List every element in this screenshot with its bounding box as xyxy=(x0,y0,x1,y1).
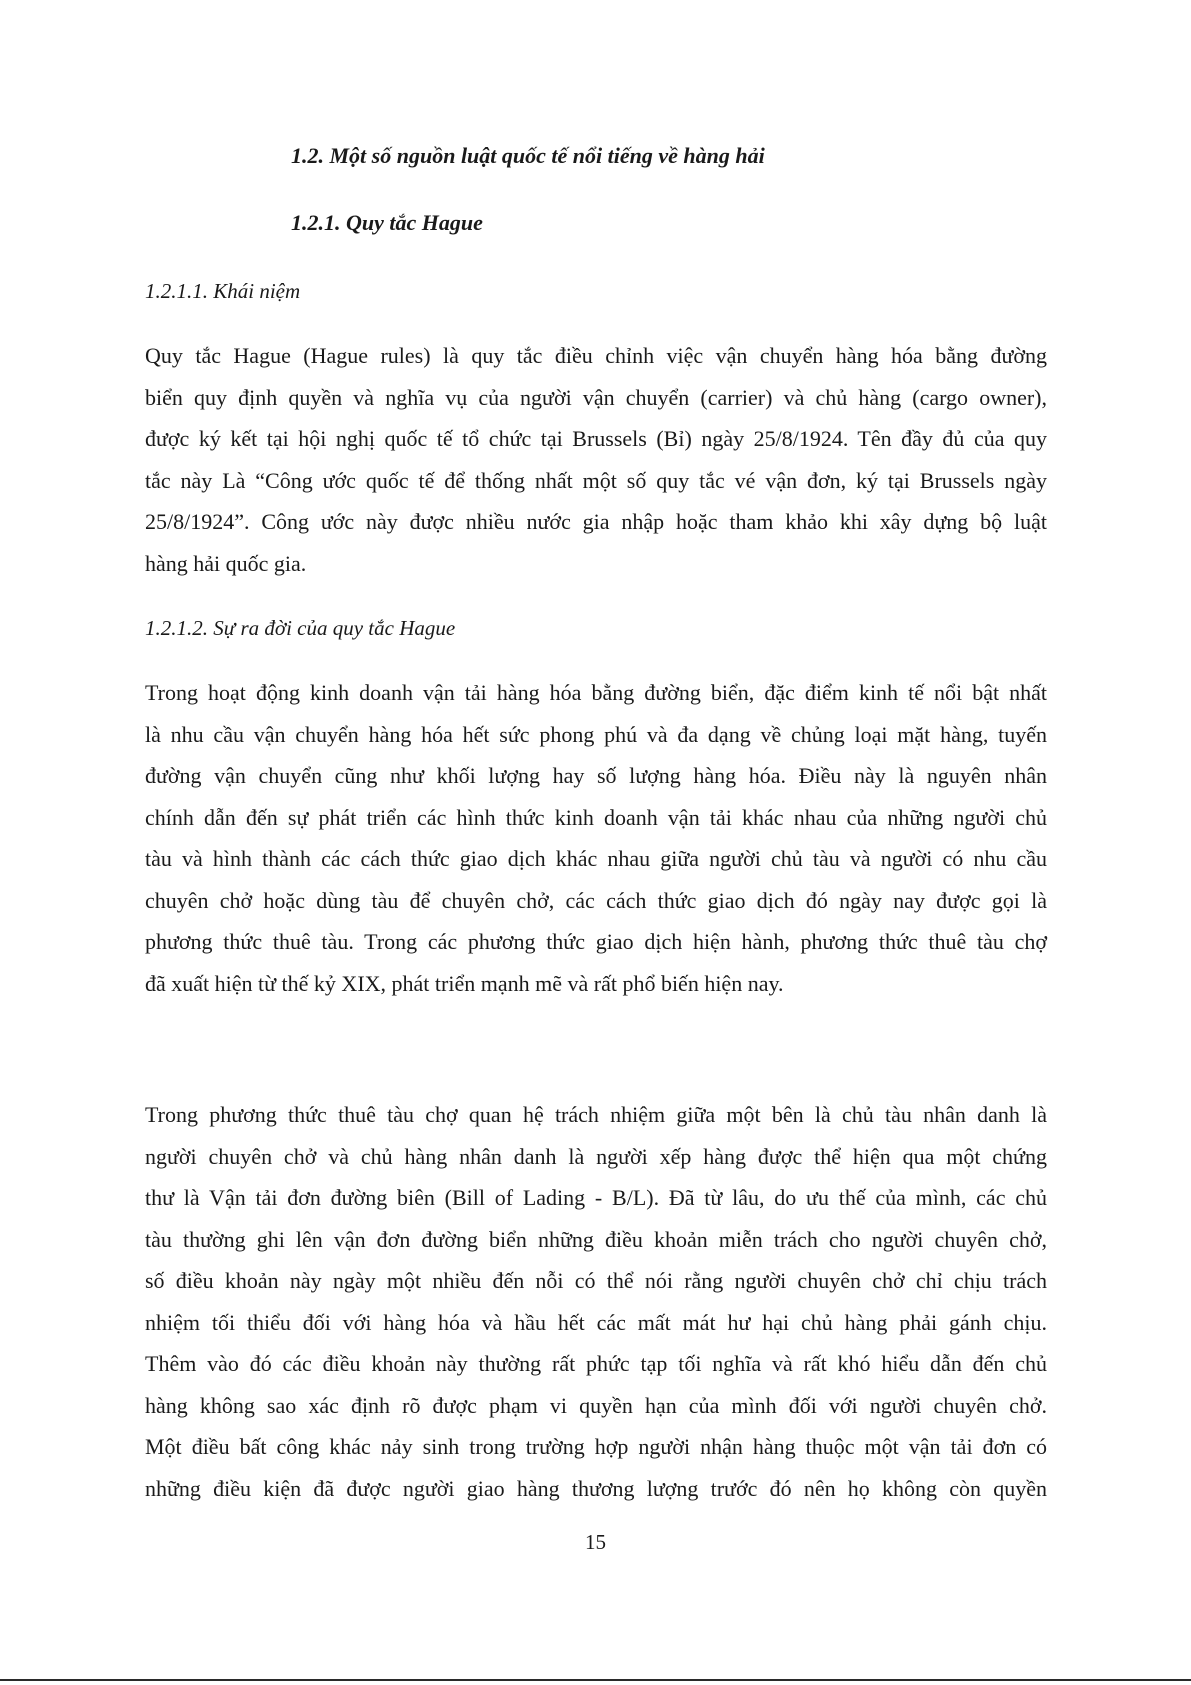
paragraph-liner-shipping xyxy=(145,1094,1047,1509)
text-line: chuyên chở hoặc dùng tàu để chuyên chở, các cách thức giao dịch đó ngày nay được gọi là xyxy=(145,887,1047,913)
concept-heading: 1.2.1.1. Khái niệm xyxy=(145,279,301,303)
text-line: đã xuất hiện từ thế kỷ XIX, phát triển mạnh mẽ và rất phổ biến hiện nay. xyxy=(145,970,784,996)
subsection-heading: 1.2.1. Quy tắc Hague xyxy=(291,210,483,235)
text-line: Trong hoạt động kinh doanh vận tải hàng hóa bằng đường biển, đặc điểm kinh tế nổi bật nhất xyxy=(145,680,1047,705)
text-line: tàu thường ghi lên vận đơn đường biển những điều khoản miễn trách cho người chuyên chở, xyxy=(145,1226,1047,1252)
text-line: chính dẫn đến sự phát triển các hình thức kinh doanh vận tải khác nhau của những người chủ xyxy=(145,804,1047,830)
text-line: 25/8/1924”. Công ước này được nhiều nước gia nhập hoặc tham khảo khi xây dựng bộ luật xyxy=(145,509,1047,534)
text-line: thư là Vận tải đơn đường biên (Bill of Lading - B/L). Đã từ lâu, do ưu thế của mình, các chủ xyxy=(145,1185,1047,1210)
origin-heading: 1.2.1.2. Sự ra đời của quy tắc Hague xyxy=(145,616,456,640)
text-line: là nhu cầu vận chuyển hàng hóa hết sức phong phú và đa dạng về chủng loại mặt hàng, tuyến xyxy=(145,721,1047,747)
text-line: số điều khoản này ngày một nhiều đến nỗi có thể nói rằng người chuyên chở chỉ chịu trách xyxy=(145,1268,1047,1293)
paragraph-origin xyxy=(145,672,1047,1004)
page-number: 15 xyxy=(585,1530,606,1554)
text-line: biển quy định quyền và nghĩa vụ của người vận chuyển (carrier) và chủ hàng (cargo owner), xyxy=(145,384,1047,410)
section-heading: 1.2. Một số nguồn luật quốc tế nổi tiếng về hàng hải xyxy=(291,143,765,168)
text-line: Quy tắc Hague (Hague rules) là quy tắc điều chỉnh việc vận chuyển hàng hóa bằng đường xyxy=(145,343,1047,368)
text-line: hàng hải quốc gia. xyxy=(145,550,307,576)
text-line: phương thức thuê tàu. Trong các phương thức giao dịch hiện hành, phương thức thuê tàu chợ xyxy=(145,929,1047,954)
text-line: tắc này Là “Công ước quốc tế để thống nhất một số quy tắc vé vận đơn, ký tại Brussels ngày xyxy=(145,467,1047,493)
text-line: được ký kết tại hội nghị quốc tế tổ chức tại Brussels (Bỉ) ngày 25/8/1924. Tên đầy đủ của quy xyxy=(145,426,1047,451)
text-line: Trong phương thức thuê tàu chợ quan hệ trách nhiệm giữa một bên là chủ tàu nhân danh là xyxy=(145,1102,1047,1127)
text-line: hàng không sao xác định rõ được phạm vi quyền hạn của mình đối với người chuyên chở. xyxy=(145,1392,1047,1418)
text-line: người chuyên chở và chủ hàng nhân danh là người xếp hàng được thể hiện qua một chứng xyxy=(145,1143,1047,1169)
text-line: Thêm vào đó các điều khoản này thường rất phức tạp tối nghĩa và rất khó hiểu dẫn đến chủ xyxy=(145,1351,1047,1376)
text-line: tàu và hình thành các cách thức giao dịch khác nhau giữa người chủ tàu và người có nhu cầu xyxy=(145,846,1047,871)
text-line: đường vận chuyển cũng như khối lượng hay số lượng hàng hóa. Điều này là nguyên nhân xyxy=(145,763,1047,788)
text-line: nhiệm tối thiểu đối với hàng hóa và hầu hết các mất mát hư hại chủ hàng phải gánh chịu. xyxy=(145,1309,1047,1335)
text-line: Một điều bất công khác nảy sinh trong trường hợp người nhận hàng thuộc một vận tải đơn có xyxy=(145,1434,1047,1459)
text-line: những điều kiện đã được người giao hàng thương lượng trước đó nên họ không còn quyền xyxy=(145,1475,1047,1501)
bottom-rule xyxy=(0,1679,1191,1681)
paragraph-concept xyxy=(145,335,1047,584)
